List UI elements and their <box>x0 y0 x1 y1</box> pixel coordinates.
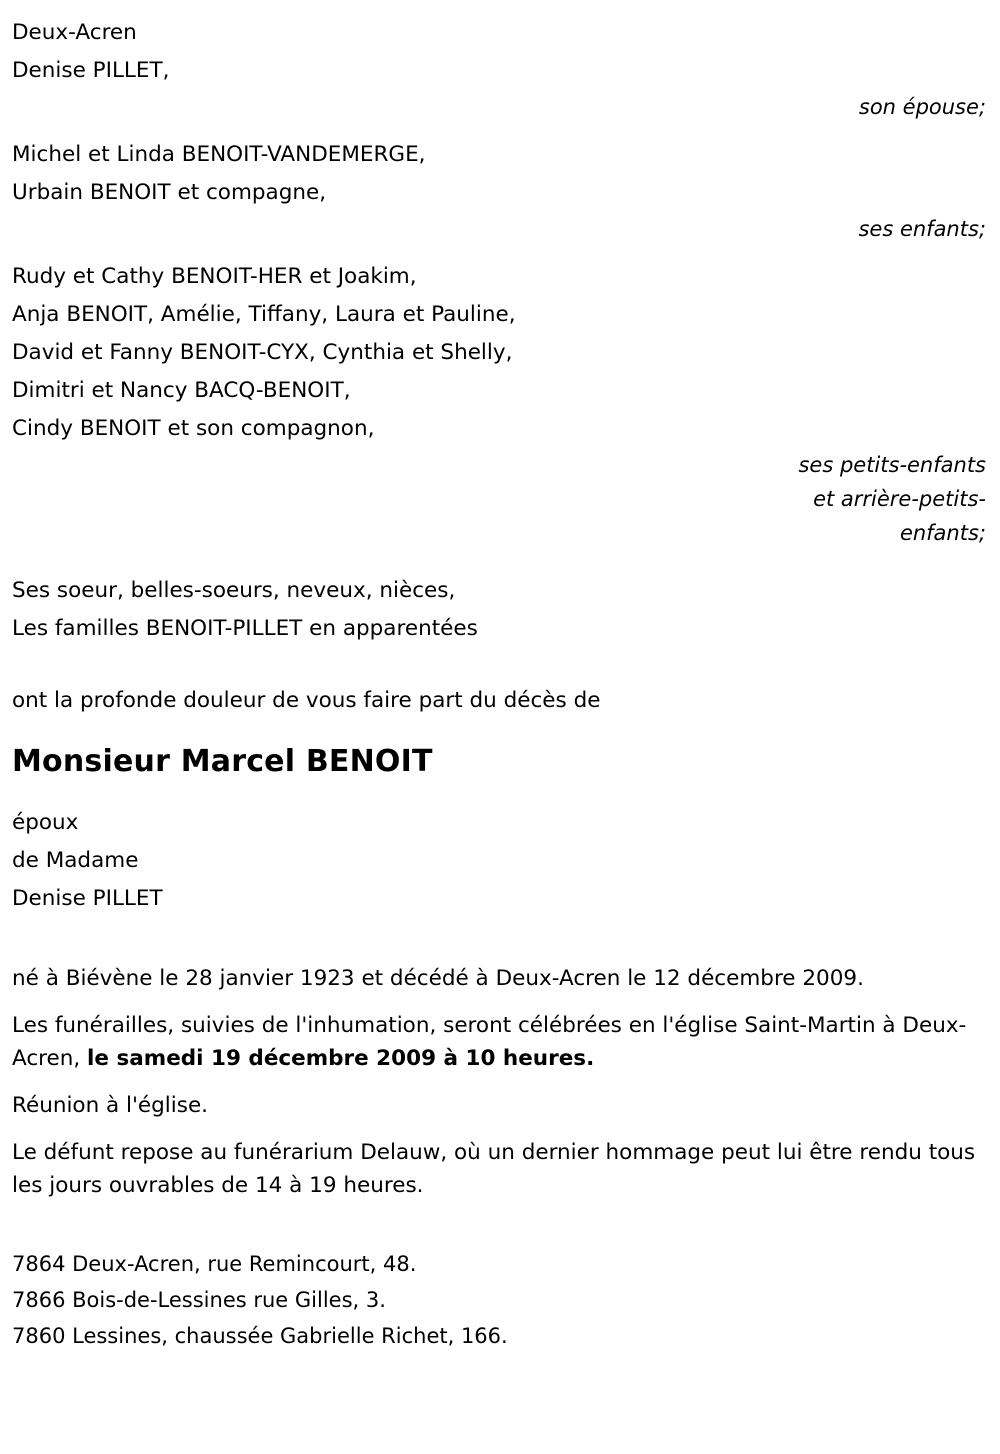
spacer <box>12 918 990 962</box>
announcement-line: ont la profonde douleur de vous faire part du décès de <box>12 688 601 713</box>
spacer <box>12 1202 990 1246</box>
grandchildren-relation-line-2: et arrière-petits- <box>813 487 986 511</box>
grandchild-line-5: Cindy BENOIT et son compagnon, <box>12 416 375 441</box>
funerarium-paragraph: Le défunt repose au funérarium Delauw, où un dernier hommage peut lui être rendu tous les jours ouvrables de 14 à 19 heures. <box>12 1140 976 1198</box>
spacer <box>12 782 990 804</box>
grandchild-line-1: Rudy et Cathy BENOIT-HER et Joakim, <box>12 264 417 289</box>
children-relation-label: ses enfants; <box>858 217 986 241</box>
child-line-2: Urbain BENOIT et compagne, <box>12 180 327 205</box>
address-line-1: 7864 Deux-Acren, rue Remincourt, 48. <box>12 1252 417 1276</box>
address-line-3: 7860 Lessines, chaussée Gabrielle Richet, 166. <box>12 1324 508 1348</box>
child-line-1: Michel et Linda BENOIT-VANDEMERGE, <box>12 142 426 167</box>
spouse-of-line-3: Denise PILLET <box>12 886 163 911</box>
spouse-of-line-2: de Madame <box>12 848 139 873</box>
funeral-date: le samedi 19 décembre 2009 à 10 heures. <box>87 1046 595 1071</box>
birth-death-paragraph: né à Biévène le 28 janvier 1923 et décédé à Deux-Acren le 12 décembre 2009. <box>12 966 864 991</box>
funeral-paragraph <box>12 1009 990 1075</box>
other-family-line-2: Les familles BENOIT-PILLET en apparentées <box>12 616 478 641</box>
spouse-of-line-1: époux <box>12 810 79 835</box>
gathering-paragraph: Réunion à l'église. <box>12 1093 209 1118</box>
spacer <box>12 648 990 682</box>
spacer <box>12 720 990 742</box>
other-family-line-1: Ses soeur, belles-soeurs, neveux, nièces, <box>12 578 456 603</box>
spacer <box>12 124 990 136</box>
spouse-relation-label: son épouse; <box>858 95 986 119</box>
locality-line: Deux-Acren <box>12 20 137 45</box>
grandchild-line-2: Anja BENOIT, Amélie, Tiffany, Laura et Pauline, <box>12 302 516 327</box>
grandchildren-relation-line-1: ses petits-enfants <box>798 453 986 477</box>
address-line-2: 7866 Bois-de-Lessines rue Gilles, 3. <box>12 1288 386 1312</box>
spacer <box>12 550 990 572</box>
grandchild-line-4: Dimitri et Nancy BACQ-BENOIT, <box>12 378 351 403</box>
grandchildren-relation-line-3: enfants; <box>899 521 986 545</box>
funeral-text: Les funérailles, suivies de l'inhumation, seront célébrées en l'église Saint-Martin à Deux-Acren, <box>12 1013 967 1071</box>
deceased-name: Monsieur Marcel BENOIT <box>12 744 433 779</box>
spouse-name-line: Denise PILLET, <box>12 58 170 83</box>
grandchild-line-3: David et Fanny BENOIT-CYX, Cynthia et Shelly, <box>12 340 513 365</box>
spacer <box>12 246 990 258</box>
